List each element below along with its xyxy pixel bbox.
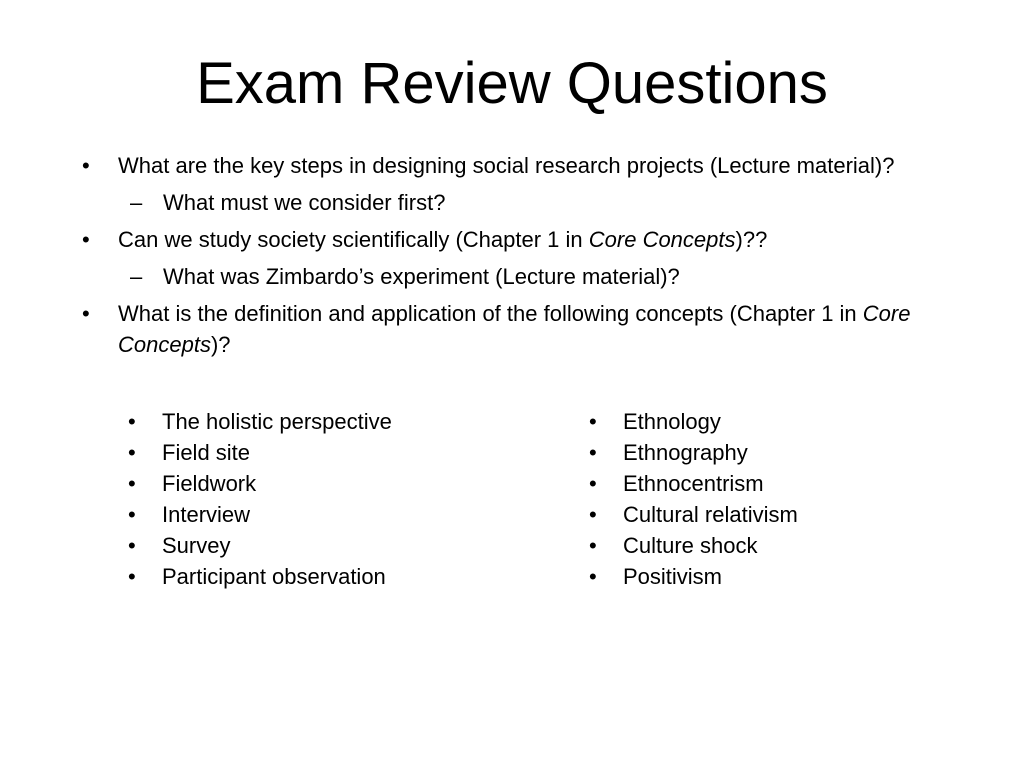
- concept-text: Fieldwork: [162, 471, 257, 496]
- bullet-icon: •: [128, 409, 136, 434]
- question-text-part: )??: [735, 227, 768, 252]
- concept-item: [589, 561, 969, 592]
- concept-item: [589, 530, 969, 561]
- question-item: [78, 298, 978, 360]
- concept-text: Positivism: [623, 564, 723, 589]
- dash-icon: –: [130, 264, 143, 289]
- bullet-icon: •: [128, 440, 136, 465]
- bullet-icon: •: [82, 227, 90, 252]
- question-text: What are the key steps in designing social research projects (Lecture material)?: [118, 153, 895, 178]
- concepts-right-column: [589, 406, 969, 592]
- question-text: [118, 227, 767, 252]
- book-title: Core Concepts: [118, 301, 911, 357]
- bullet-icon: •: [589, 471, 597, 496]
- concept-item: [589, 406, 969, 437]
- question-item: [78, 150, 978, 181]
- book-title: Core Concepts: [588, 227, 736, 252]
- question-text-part: What is the definition and application of the following concepts (Chapter 1 in: [118, 301, 863, 326]
- sub-question-text: What must we consider first?: [163, 190, 446, 215]
- question-list: [78, 150, 978, 366]
- bullet-icon: •: [589, 440, 597, 465]
- bullet-icon: •: [82, 153, 90, 178]
- question-text: [118, 301, 910, 357]
- concept-item: [589, 499, 969, 530]
- concept-text: Interview: [162, 502, 251, 527]
- concept-text: The holistic perspective: [162, 409, 392, 434]
- concept-text: Ethnology: [623, 409, 721, 434]
- bullet-icon: •: [128, 471, 136, 496]
- concept-item: [128, 530, 548, 561]
- dash-icon: –: [130, 190, 143, 215]
- question-text-part: )?: [210, 332, 231, 357]
- slide-title: Exam Review Questions: [196, 51, 828, 116]
- concept-item: [128, 437, 548, 468]
- concepts-left-column: [128, 406, 548, 592]
- bullet-icon: •: [589, 502, 597, 527]
- question-text-part: Can we study society scientifically (Chapter 1 in: [118, 227, 589, 252]
- bullet-icon: •: [128, 533, 136, 558]
- concept-text: Participant observation: [162, 564, 386, 589]
- sub-question-text: What was Zimbardo’s experiment (Lecture material)?: [163, 264, 680, 289]
- bullet-icon: •: [128, 502, 136, 527]
- concept-text: Ethnocentrism: [623, 471, 764, 496]
- sub-question-item: [78, 187, 978, 218]
- concept-item: [128, 499, 548, 530]
- concept-text: Cultural relativism: [623, 502, 798, 527]
- concept-item: [589, 437, 969, 468]
- concept-item: [128, 468, 548, 499]
- bullet-icon: •: [128, 564, 136, 589]
- concept-text: Survey: [162, 533, 231, 558]
- bullet-icon: •: [589, 564, 597, 589]
- concept-item: [128, 561, 548, 592]
- bullet-icon: •: [589, 409, 597, 434]
- concept-text: Ethnography: [623, 440, 748, 465]
- concept-text: Culture shock: [623, 533, 758, 558]
- bullet-icon: •: [82, 301, 90, 326]
- concept-item: [128, 406, 548, 437]
- question-item: [78, 224, 978, 255]
- bullet-icon: •: [589, 533, 597, 558]
- concept-item: [589, 468, 969, 499]
- sub-question-item: [78, 261, 978, 292]
- concept-text: Field site: [162, 440, 251, 465]
